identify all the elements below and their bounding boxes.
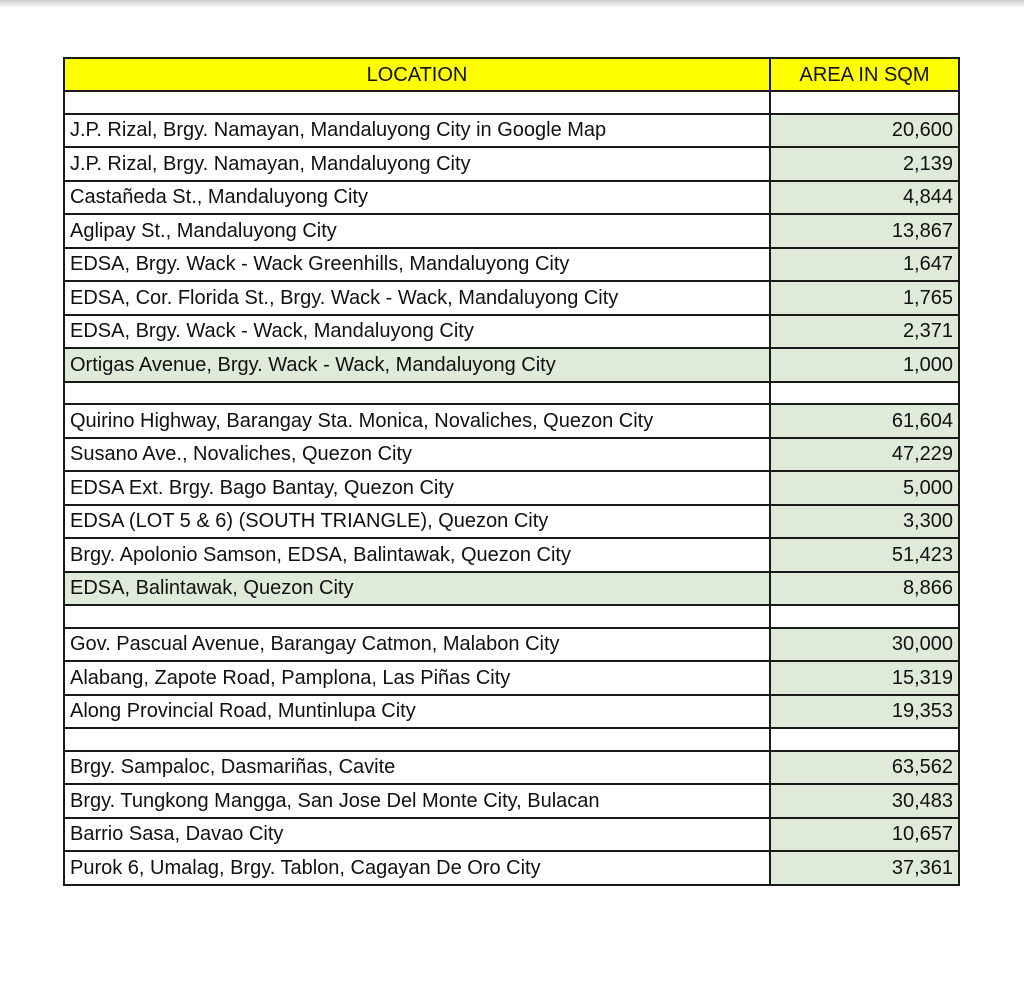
empty-cell[interactable] (770, 382, 959, 405)
empty-cell[interactable] (64, 605, 770, 628)
area-cell[interactable]: 4,844 (770, 181, 959, 215)
location-cell[interactable]: Purok 6, Umalag, Brgy. Tablon, Cagayan De Oro City (64, 851, 770, 885)
location-cell[interactable]: Castañeda St., Mandaluyong City (64, 181, 770, 215)
location-cell[interactable]: Brgy. Apolonio Samson, EDSA, Balintawak, Quezon City (64, 538, 770, 572)
location-cell[interactable]: Brgy. Tungkong Mangga, San Jose Del Monte City, Bulacan (64, 784, 770, 818)
location-area-table (63, 57, 960, 886)
table-row (64, 695, 959, 729)
spacer-row (64, 382, 959, 405)
table-row (64, 404, 959, 438)
location-cell[interactable]: Along Provincial Road, Muntinlupa City (64, 695, 770, 729)
area-cell[interactable]: 19,353 (770, 695, 959, 729)
spacer-row (64, 605, 959, 628)
area-cell[interactable]: 47,229 (770, 438, 959, 472)
location-cell[interactable]: Gov. Pascual Avenue, Barangay Catmon, Malabon City (64, 628, 770, 662)
header-location[interactable]: LOCATION (64, 58, 770, 91)
top-shadow (0, 0, 1024, 8)
area-cell[interactable]: 1,000 (770, 348, 959, 382)
table-row (64, 281, 959, 315)
location-cell[interactable]: Barrio Sasa, Davao City (64, 818, 770, 852)
location-cell[interactable]: Quirino Highway, Barangay Sta. Monica, Novaliches, Quezon City (64, 404, 770, 438)
area-cell[interactable]: 61,604 (770, 404, 959, 438)
area-cell[interactable]: 30,000 (770, 628, 959, 662)
empty-cell[interactable] (64, 382, 770, 405)
location-cell[interactable]: Brgy. Sampaloc, Dasmariñas, Cavite (64, 751, 770, 785)
area-cell[interactable]: 15,319 (770, 661, 959, 695)
table-row (64, 114, 959, 148)
location-cell[interactable]: EDSA, Brgy. Wack - Wack, Mandaluyong City (64, 315, 770, 349)
area-cell[interactable]: 30,483 (770, 784, 959, 818)
area-cell[interactable]: 2,139 (770, 147, 959, 181)
area-cell[interactable]: 3,300 (770, 505, 959, 539)
area-cell[interactable]: 1,647 (770, 248, 959, 282)
empty-cell[interactable] (770, 605, 959, 628)
spacer-row (64, 91, 959, 114)
table-row (64, 181, 959, 215)
location-cell[interactable]: Aglipay St., Mandaluyong City (64, 214, 770, 248)
table-row (64, 851, 959, 885)
area-cell[interactable]: 63,562 (770, 751, 959, 785)
area-cell[interactable]: 51,423 (770, 538, 959, 572)
area-cell[interactable]: 13,867 (770, 214, 959, 248)
area-cell[interactable]: 8,866 (770, 572, 959, 606)
table-row (64, 818, 959, 852)
table-row (64, 505, 959, 539)
location-cell[interactable]: EDSA (LOT 5 & 6) (SOUTH TRIANGLE), Quezon City (64, 505, 770, 539)
table-row (64, 471, 959, 505)
empty-cell[interactable] (64, 728, 770, 751)
header-row (64, 58, 959, 91)
empty-cell[interactable] (770, 91, 959, 114)
table-row (64, 628, 959, 662)
area-cell[interactable]: 20,600 (770, 114, 959, 148)
location-cell[interactable]: J.P. Rizal, Brgy. Namayan, Mandaluyong City in Google Map (64, 114, 770, 148)
location-cell[interactable]: EDSA Ext. Brgy. Bago Bantay, Quezon City (64, 471, 770, 505)
table-row (64, 538, 959, 572)
table-row (64, 248, 959, 282)
location-cell[interactable]: Ortigas Avenue, Brgy. Wack - Wack, Mandaluyong City (64, 348, 770, 382)
table-row (64, 315, 959, 349)
area-cell[interactable]: 37,361 (770, 851, 959, 885)
location-cell[interactable]: EDSA, Cor. Florida St., Brgy. Wack - Wack, Mandaluyong City (64, 281, 770, 315)
location-cell[interactable]: EDSA, Brgy. Wack - Wack Greenhills, Mandaluyong City (64, 248, 770, 282)
table-row (64, 438, 959, 472)
spacer-row (64, 728, 959, 751)
table-row (64, 147, 959, 181)
area-cell[interactable]: 10,657 (770, 818, 959, 852)
location-cell[interactable]: Susano Ave., Novaliches, Quezon City (64, 438, 770, 472)
area-cell[interactable]: 1,765 (770, 281, 959, 315)
table-row (64, 572, 959, 606)
table-row (64, 348, 959, 382)
table-row (64, 661, 959, 695)
table-row (64, 784, 959, 818)
location-cell[interactable]: EDSA, Balintawak, Quezon City (64, 572, 770, 606)
area-cell[interactable]: 2,371 (770, 315, 959, 349)
location-cell[interactable]: Alabang, Zapote Road, Pamplona, Las Piñas City (64, 661, 770, 695)
table-row (64, 751, 959, 785)
empty-cell[interactable] (770, 728, 959, 751)
table-row (64, 214, 959, 248)
location-cell[interactable]: J.P. Rizal, Brgy. Namayan, Mandaluyong City (64, 147, 770, 181)
area-cell[interactable]: 5,000 (770, 471, 959, 505)
header-area[interactable]: AREA IN SQM (770, 58, 959, 91)
empty-cell[interactable] (64, 91, 770, 114)
